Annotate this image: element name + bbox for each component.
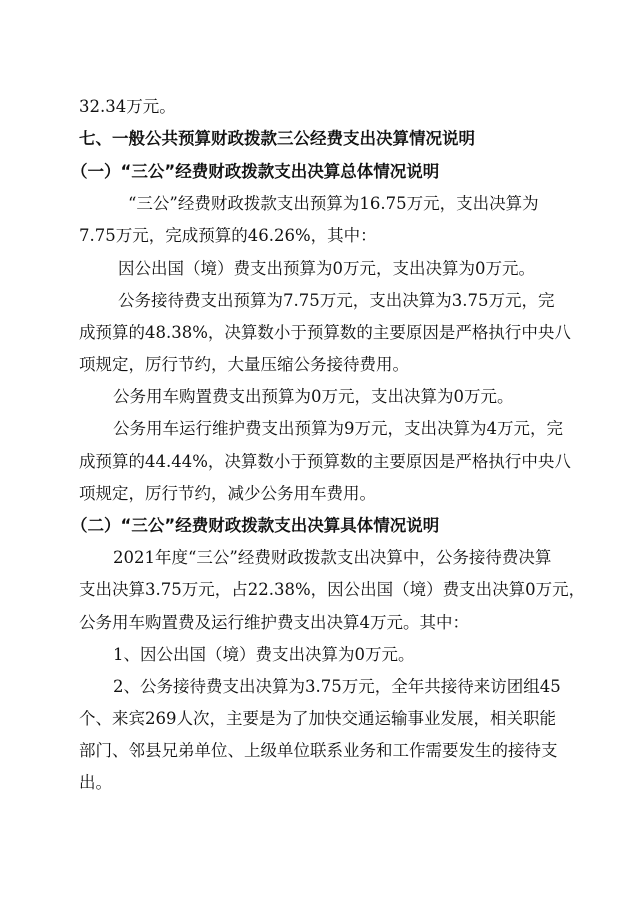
paragraph-line: 成预算的48.38%，决算数小于预算数的主要原因是严格执行中央八 (79, 323, 571, 342)
paragraph-line: 出。 (79, 773, 112, 792)
paragraph-line: 成预算的44.44%，决算数小于预算数的主要原因是严格执行中央八 (79, 452, 571, 471)
subsection-heading: （二）“三公”经费财政拨款支出决算具体情况说明 (71, 516, 440, 535)
paragraph-line: 2、公务接待费支出决算为3.75万元，全年共接待来访团组45 (113, 677, 561, 696)
paragraph-line: 支出决算3.75万元，占22.38%，因公出国（境）费支出决算0万元， (79, 580, 586, 599)
paragraph-line: 部门、邻县兄弟单位、上级单位联系业务和工作需要发生的接待支 (79, 741, 558, 760)
paragraph-line: 2021年度“三公”经费财政拨款支出决算中，公务接待费决算 (113, 548, 552, 567)
paragraph-line: 公务接待费支出预算为7.75万元，支出决算为3.75万元，完 (118, 291, 555, 310)
paragraph-line: 公务用车购置费支出预算为0万元，支出决算为0万元。 (113, 387, 514, 406)
subsection-heading: （一）“三公”经费财政拨款支出决算总体情况说明 (71, 162, 440, 181)
paragraph-line: 32.34万元。 (79, 97, 176, 116)
paragraph-line: “三公”经费财政拨款支出预算为16.75万元，支出决算为 (128, 194, 539, 213)
section-heading: 七、一般公共预算财政拨款三公经费支出决算情况说明 (79, 129, 475, 148)
paragraph-line: 1、因公出国（境）费支出决算为0万元。 (113, 645, 415, 664)
paragraph-line: 项规定，厉行节约，大量压缩公务接待费用。 (79, 355, 409, 374)
paragraph-line: 项规定，厉行节约，减少公务用车费用。 (79, 484, 376, 503)
paragraph-line: 公务用车购置费及运行维护费支出决算4万元。其中： (79, 613, 469, 632)
paragraph-line: 7.75万元，完成预算的46.26%，其中： (79, 226, 377, 245)
paragraph-line: 个、来宾269人次，主要是为了加快交通运输事业发展，相关职能 (79, 709, 556, 728)
paragraph-line: 因公出国（境）费支出预算为0万元，支出决算为0万元。 (118, 259, 535, 278)
paragraph-line: 公务用车运行维护费支出预算为9万元，支出决算为4万元，完 (113, 419, 563, 438)
